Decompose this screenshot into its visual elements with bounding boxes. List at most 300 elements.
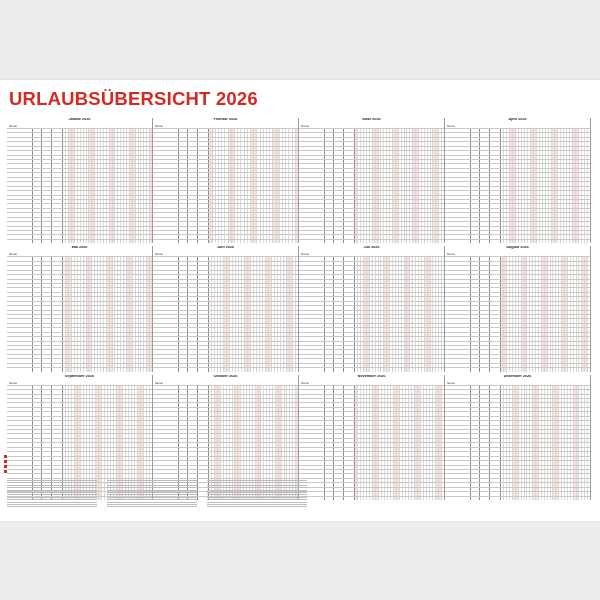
employee-row-line	[445, 212, 590, 213]
employee-row-line	[153, 163, 298, 164]
employee-row-line	[445, 354, 590, 355]
month-rows	[299, 256, 444, 371]
employee-row-line	[7, 305, 152, 306]
employee-row-line	[299, 345, 444, 346]
holiday-table-row	[107, 492, 197, 493]
employee-row-line	[445, 349, 590, 350]
employee-row-line	[7, 465, 152, 466]
employee-row-line	[7, 389, 152, 390]
holiday-table-row	[107, 497, 197, 498]
month-rows	[7, 128, 152, 243]
employee-row-line	[299, 177, 444, 178]
employee-row-line	[153, 332, 298, 333]
employee-row-line	[299, 261, 444, 262]
employee-row-line	[299, 402, 444, 403]
holiday-table-row	[207, 490, 307, 491]
employee-row-line	[299, 181, 444, 182]
employee-row-line	[299, 367, 444, 368]
employee-row-line	[299, 234, 444, 235]
employee-row-line	[445, 363, 590, 364]
employee-row-line	[7, 354, 152, 355]
employee-row-line	[299, 385, 444, 386]
employee-row-line	[7, 407, 152, 408]
employee-row-line	[299, 478, 444, 479]
month-rows	[153, 256, 298, 371]
holiday-table	[7, 480, 97, 508]
employee-row-line	[445, 287, 590, 288]
employee-row-line	[299, 416, 444, 417]
employee-row-line	[7, 172, 152, 173]
name-column-header: Name	[9, 252, 18, 257]
employee-row-line	[7, 212, 152, 213]
name-column-header: Name	[301, 380, 310, 385]
employee-row-line	[7, 137, 152, 138]
employee-row-line	[299, 172, 444, 173]
month-block	[445, 118, 591, 243]
day-column-line	[590, 128, 591, 243]
employee-row-line	[445, 460, 590, 461]
employee-row-line	[7, 327, 152, 328]
employee-row-line	[153, 465, 298, 466]
employee-row-line	[299, 199, 444, 200]
employee-row-line	[299, 433, 444, 434]
employee-row-line	[445, 318, 590, 319]
employee-row-line	[153, 132, 298, 133]
employee-row-line	[445, 203, 590, 204]
employee-row-line	[445, 407, 590, 408]
employee-row-line	[153, 305, 298, 306]
employee-row-line	[7, 442, 152, 443]
month-grid	[7, 118, 591, 503]
month-rows	[7, 256, 152, 371]
employee-row-line	[445, 234, 590, 235]
employee-row-line	[7, 367, 152, 368]
employee-row-line	[153, 363, 298, 364]
employee-row-line	[7, 128, 152, 129]
employee-row-line	[445, 341, 590, 342]
employee-row-line	[445, 478, 590, 479]
employee-row-line	[7, 478, 152, 479]
month-title: Januar 2026	[68, 118, 91, 121]
employee-row-line	[153, 226, 298, 227]
employee-row-line	[299, 132, 444, 133]
employee-row-line	[7, 438, 152, 439]
employee-row-line	[7, 336, 152, 337]
employee-row-line	[445, 451, 590, 452]
employee-row-line	[153, 367, 298, 368]
month-title: November 2026	[357, 374, 386, 378]
employee-row-line	[153, 203, 298, 204]
employee-row-line	[153, 469, 298, 470]
employee-row-line	[299, 447, 444, 448]
employee-row-line	[153, 420, 298, 421]
employee-row-line	[153, 292, 298, 293]
employee-row-line	[153, 451, 298, 452]
employee-row-line	[153, 301, 298, 302]
employee-row-line	[445, 345, 590, 346]
holiday-table-row	[207, 494, 307, 495]
holiday-table-row	[7, 504, 97, 505]
employee-row-line	[7, 230, 152, 231]
employee-row-line	[153, 181, 298, 182]
holiday-table-row	[7, 492, 97, 493]
employee-row-line	[153, 296, 298, 297]
employee-row-line	[299, 159, 444, 160]
employee-row-line	[7, 159, 152, 160]
employee-row-line	[445, 411, 590, 412]
employee-row-line	[7, 411, 152, 412]
employee-row-line	[299, 190, 444, 191]
employee-row-line	[7, 150, 152, 151]
employee-row-line	[445, 402, 590, 403]
employee-row-line	[7, 261, 152, 262]
employee-row-line	[299, 128, 444, 129]
employee-row-line	[299, 168, 444, 169]
employee-row-line	[445, 336, 590, 337]
employee-row-line	[7, 199, 152, 200]
employee-row-line	[7, 146, 152, 147]
employee-row-line	[299, 332, 444, 333]
employee-row-line	[445, 332, 590, 333]
employee-row-line	[7, 341, 152, 342]
employee-row-line	[153, 314, 298, 315]
employee-row-line	[153, 349, 298, 350]
employee-row-line	[7, 323, 152, 324]
employee-row-line	[299, 465, 444, 466]
employee-row-line	[7, 416, 152, 417]
employee-row-line	[299, 394, 444, 395]
employee-row-line	[445, 296, 590, 297]
employee-row-line	[7, 256, 152, 257]
employee-row-line	[445, 491, 590, 492]
month-block	[299, 246, 445, 371]
employee-row-line	[153, 270, 298, 271]
holiday-table-row	[107, 487, 197, 488]
employee-row-line	[445, 270, 590, 271]
holiday-table	[207, 480, 307, 508]
employee-row-line	[445, 473, 590, 474]
employee-row-line	[7, 433, 152, 434]
employee-row-line	[445, 469, 590, 470]
employee-row-line	[299, 274, 444, 275]
employee-row-line	[299, 256, 444, 257]
employee-row-line	[7, 349, 152, 350]
month-title: August 2026	[506, 246, 529, 250]
employee-row-line	[299, 203, 444, 204]
employee-row-line	[445, 168, 590, 169]
holiday-table-row	[207, 502, 307, 503]
employee-row-line	[445, 301, 590, 302]
holiday-table-row	[7, 490, 97, 491]
employee-row-line	[7, 287, 152, 288]
employee-row-line	[299, 398, 444, 399]
employee-row-line	[153, 146, 298, 147]
employee-row-line	[299, 469, 444, 470]
employee-row-line	[153, 199, 298, 200]
month-block	[153, 118, 299, 243]
employee-row-line	[7, 456, 152, 457]
employee-row-line	[445, 429, 590, 430]
employee-row-line	[299, 208, 444, 209]
holiday-table-row	[7, 487, 97, 488]
employee-row-line	[153, 177, 298, 178]
employee-row-line	[445, 456, 590, 457]
holiday-table-row	[107, 504, 197, 505]
employee-row-line	[299, 341, 444, 342]
employee-row-line	[7, 226, 152, 227]
employee-row-line	[153, 385, 298, 386]
employee-row-line	[7, 310, 152, 311]
holiday-table-row	[7, 497, 97, 498]
name-column-header: Name	[9, 380, 18, 385]
employee-row-line	[445, 177, 590, 178]
name-column-header: Name	[447, 380, 456, 385]
employee-row-line	[299, 389, 444, 390]
employee-row-line	[445, 447, 590, 448]
employee-row-line	[153, 195, 298, 196]
employee-row-line	[153, 473, 298, 474]
month-rows	[153, 128, 298, 243]
employee-row-line	[299, 314, 444, 315]
month-title: März 2026	[362, 118, 381, 121]
employee-row-line	[299, 491, 444, 492]
employee-row-line	[7, 195, 152, 196]
employee-row-line	[153, 172, 298, 173]
employee-row-line	[153, 234, 298, 235]
employee-row-line	[153, 128, 298, 129]
employee-row-line	[445, 314, 590, 315]
day-column-line	[590, 385, 591, 500]
employee-row-line	[153, 265, 298, 266]
employee-row-line	[153, 456, 298, 457]
employee-row-line	[153, 150, 298, 151]
employee-row-line	[7, 398, 152, 399]
employee-row-line	[445, 226, 590, 227]
employee-row-line	[445, 217, 590, 218]
holiday-table-row	[207, 487, 307, 488]
employee-row-line	[299, 270, 444, 271]
employee-row-line	[153, 429, 298, 430]
employee-row-line	[7, 132, 152, 133]
employee-row-line	[299, 318, 444, 319]
holiday-table-row	[7, 480, 97, 481]
holiday-table-row	[7, 482, 97, 483]
month-title: April 2026	[508, 118, 527, 121]
employee-row-line	[7, 314, 152, 315]
employee-row-line	[153, 310, 298, 311]
employee-row-line	[299, 456, 444, 457]
employee-row-line	[299, 420, 444, 421]
employee-row-line	[445, 487, 590, 488]
employee-row-line	[7, 318, 152, 319]
employee-row-line	[299, 354, 444, 355]
employee-row-line	[445, 239, 590, 240]
employee-row-line	[299, 442, 444, 443]
holiday-table-row	[207, 504, 307, 505]
employee-row-line	[445, 385, 590, 386]
employee-row-line	[7, 460, 152, 461]
month-title: Juli 2026	[363, 246, 380, 250]
employee-row-line	[153, 438, 298, 439]
employee-row-line	[445, 398, 590, 399]
employee-row-line	[445, 496, 590, 497]
employee-row-line	[153, 239, 298, 240]
month-block	[299, 375, 445, 500]
employee-row-line	[153, 159, 298, 160]
employee-row-line	[445, 199, 590, 200]
employee-row-line	[445, 433, 590, 434]
holiday-table-row	[207, 485, 307, 486]
employee-row-line	[299, 230, 444, 231]
employee-row-line	[299, 226, 444, 227]
employee-row-line	[153, 323, 298, 324]
employee-row-line	[7, 163, 152, 164]
employee-row-line	[299, 336, 444, 337]
employee-row-line	[445, 438, 590, 439]
holiday-table	[107, 480, 197, 508]
holiday-table-row	[207, 492, 307, 493]
employee-row-line	[299, 283, 444, 284]
employee-row-line	[299, 438, 444, 439]
employee-row-line	[7, 301, 152, 302]
employee-row-line	[153, 230, 298, 231]
employee-row-line	[153, 318, 298, 319]
month-rows	[445, 385, 590, 500]
employee-row-line	[445, 394, 590, 395]
employee-row-line	[445, 442, 590, 443]
employee-row-line	[299, 296, 444, 297]
employee-row-line	[299, 323, 444, 324]
month-block	[153, 246, 299, 371]
name-column-header: Name	[447, 252, 456, 257]
employee-row-line	[153, 190, 298, 191]
employee-row-line	[7, 270, 152, 271]
employee-row-line	[153, 394, 298, 395]
employee-row-line	[7, 429, 152, 430]
employee-row-line	[7, 234, 152, 235]
month-block	[7, 246, 153, 371]
employee-row-line	[299, 460, 444, 461]
employee-row-line	[299, 292, 444, 293]
employee-row-line	[153, 447, 298, 448]
employee-row-line	[299, 305, 444, 306]
employee-row-line	[7, 181, 152, 182]
employee-row-line	[445, 186, 590, 187]
holiday-table-row	[207, 497, 307, 498]
month-rows	[445, 256, 590, 371]
month-rows	[299, 128, 444, 243]
employee-row-line	[299, 239, 444, 240]
employee-row-line	[299, 425, 444, 426]
employee-row-line	[299, 349, 444, 350]
employee-row-line	[299, 137, 444, 138]
employee-row-line	[153, 416, 298, 417]
employee-row-line	[153, 283, 298, 284]
employee-row-line	[153, 354, 298, 355]
month-title: Dezember 2026	[503, 374, 532, 378]
employee-row-line	[445, 172, 590, 173]
employee-row-line	[7, 155, 152, 156]
employee-row-line	[299, 407, 444, 408]
holiday-table-row	[207, 506, 307, 507]
employee-row-line	[445, 265, 590, 266]
employee-row-line	[299, 287, 444, 288]
employee-row-line	[445, 163, 590, 164]
holiday-table-row	[107, 502, 197, 503]
employee-row-line	[299, 265, 444, 266]
employee-row-line	[153, 433, 298, 434]
employee-row-line	[153, 256, 298, 257]
employee-row-line	[7, 385, 152, 386]
employee-row-line	[445, 190, 590, 191]
employee-row-line	[153, 287, 298, 288]
name-column-header: Name	[9, 124, 18, 128]
employee-row-line	[445, 323, 590, 324]
name-column-header: Name	[301, 252, 310, 257]
employee-row-line	[7, 217, 152, 218]
employee-row-line	[7, 425, 152, 426]
employee-row-line	[445, 283, 590, 284]
employee-row-line	[445, 141, 590, 142]
holiday-table-row	[107, 480, 197, 481]
employee-row-line	[445, 261, 590, 262]
employee-row-line	[299, 451, 444, 452]
employee-row-line	[7, 239, 152, 240]
employee-row-line	[153, 141, 298, 142]
employee-row-line	[7, 177, 152, 178]
employee-row-line	[7, 186, 152, 187]
employee-row-line	[7, 221, 152, 222]
employee-row-line	[445, 305, 590, 306]
employee-row-line	[445, 420, 590, 421]
name-column-header: Name	[155, 124, 164, 128]
month-block	[7, 118, 153, 243]
employee-row-line	[153, 336, 298, 337]
employee-row-line	[445, 132, 590, 133]
employee-row-line	[7, 451, 152, 452]
employee-row-line	[7, 208, 152, 209]
name-column-header: Name	[155, 380, 164, 385]
employee-row-line	[445, 150, 590, 151]
employee-row-line	[153, 208, 298, 209]
employee-row-line	[445, 221, 590, 222]
employee-row-line	[153, 327, 298, 328]
employee-row-line	[153, 478, 298, 479]
employee-row-line	[445, 256, 590, 257]
holiday-table-row	[7, 506, 97, 507]
holiday-table-row	[107, 485, 197, 486]
employee-row-line	[7, 279, 152, 280]
employee-row-line	[153, 261, 298, 262]
employee-row-line	[7, 402, 152, 403]
employee-row-line	[299, 146, 444, 147]
employee-row-line	[7, 141, 152, 142]
employee-row-line	[153, 425, 298, 426]
employee-row-line	[7, 420, 152, 421]
holiday-table-row	[107, 494, 197, 495]
employee-row-line	[153, 186, 298, 187]
employee-row-line	[299, 327, 444, 328]
employee-row-line	[445, 159, 590, 160]
employee-row-line	[445, 425, 590, 426]
employee-row-line	[7, 203, 152, 204]
employee-row-line	[7, 394, 152, 395]
employee-row-line	[299, 358, 444, 359]
employee-row-line	[299, 411, 444, 412]
employee-row-line	[299, 310, 444, 311]
employee-row-line	[153, 155, 298, 156]
employee-row-line	[299, 217, 444, 218]
